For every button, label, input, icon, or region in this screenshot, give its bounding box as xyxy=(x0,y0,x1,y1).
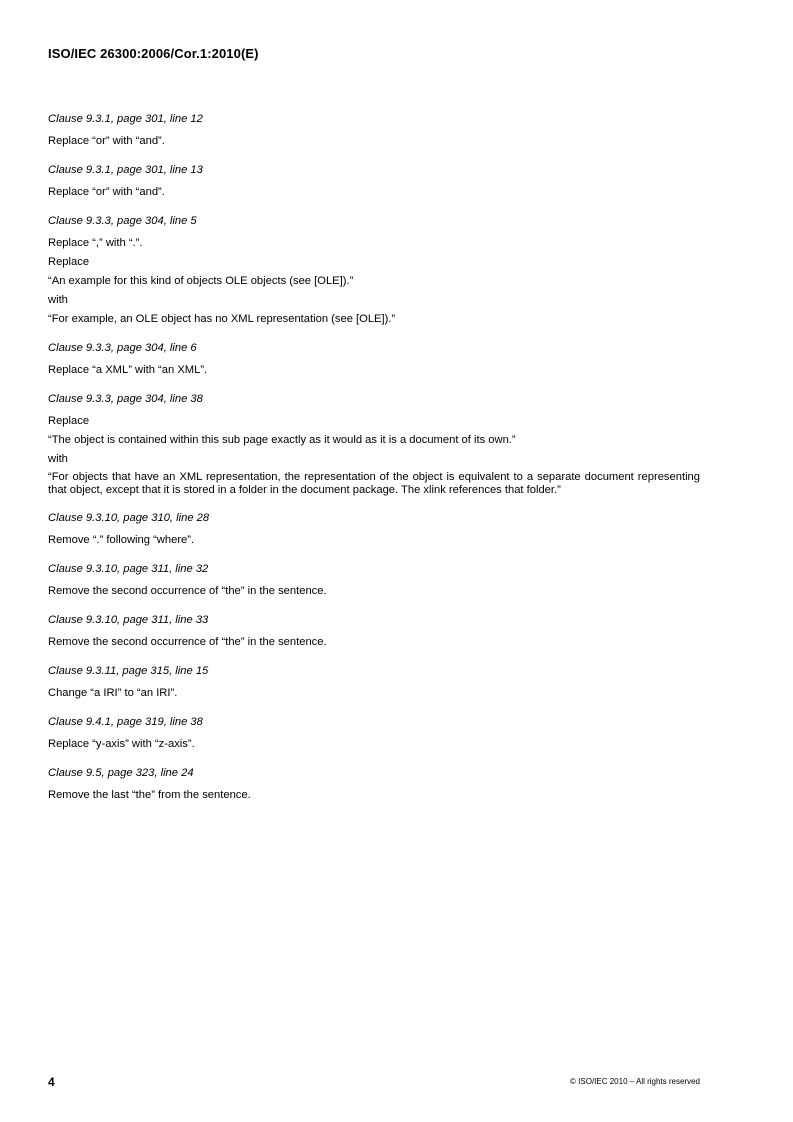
correction-text: Replace “or” with “and”. xyxy=(48,135,165,147)
correction-text: Replace “or” with “and”. xyxy=(48,186,165,198)
clause-reference: Clause 9.3.10, page 311, line 33 xyxy=(48,614,209,626)
clause-reference: Clause 9.3.10, page 310, line 28 xyxy=(48,512,210,524)
correction-entry xyxy=(48,341,700,377)
correction-text: “The object is contained within this sub page exactly as it would as it is a document of its own.” xyxy=(48,434,516,446)
correction-text: Change “a IRI” to “an IRI”. xyxy=(48,687,178,699)
correction-text: Replace xyxy=(48,415,90,427)
correction-entry xyxy=(48,715,700,751)
correction-entry xyxy=(48,214,700,326)
correction-entry xyxy=(48,163,700,199)
correction-text: with xyxy=(48,294,68,306)
correction-text: “For example, an OLE object has no XML representation (see [OLE]).” xyxy=(48,313,396,325)
clause-reference: Clause 9.5, page 323, line 24 xyxy=(48,767,194,779)
correction-entry xyxy=(48,562,700,598)
correction-text: Remove the second occurrence of “the” in the sentence. xyxy=(48,585,327,597)
correction-text: Replace “a XML” with “an XML”. xyxy=(48,364,208,376)
correction-text: Replace “,” with “.”. xyxy=(48,237,143,249)
correction-entry xyxy=(48,766,700,802)
clause-reference: Clause 9.3.3, page 304, line 6 xyxy=(48,342,197,354)
copyright-notice: © ISO/IEC 2010 – All rights reserved xyxy=(570,1077,700,1086)
clause-reference: Clause 9.4.1, page 319, line 38 xyxy=(48,716,203,728)
correction-text: Remove the last “the” from the sentence. xyxy=(48,789,251,801)
clause-reference: Clause 9.3.1, page 301, line 13 xyxy=(48,164,203,176)
correction-text: Remove the second occurrence of “the” in the sentence. xyxy=(48,636,327,648)
corrigendum-body xyxy=(48,112,700,817)
correction-entry xyxy=(48,392,700,496)
clause-reference: Clause 9.3.3, page 304, line 38 xyxy=(48,393,203,405)
clause-reference: Clause 9.3.1, page 301, line 12 xyxy=(48,113,203,125)
document-header: ISO/IEC 26300:2006/Cor.1:2010(E) xyxy=(48,46,259,61)
correction-text: “For objects that have an XML representation, the representation of the object is equivalent to a separate document representing that object, except that it is stored in a folder in the document package. The xlink references that folder.” xyxy=(48,471,700,496)
correction-text: Replace xyxy=(48,256,90,268)
clause-reference: Clause 9.3.11, page 315, line 15 xyxy=(48,665,209,677)
correction-text: “An example for this kind of objects OLE objects (see [OLE]).” xyxy=(48,275,354,287)
correction-text: with xyxy=(48,453,68,465)
correction-text: Remove “.” following “where”. xyxy=(48,534,195,546)
correction-entry xyxy=(48,613,700,649)
correction-entry xyxy=(48,112,700,148)
correction-text: Replace “y-axis” with “z-axis”. xyxy=(48,738,195,750)
clause-reference: Clause 9.3.3, page 304, line 5 xyxy=(48,215,197,227)
correction-entry xyxy=(48,664,700,700)
correction-entry xyxy=(48,511,700,547)
page-number: 4 xyxy=(48,1075,55,1089)
clause-reference: Clause 9.3.10, page 311, line 32 xyxy=(48,563,209,575)
